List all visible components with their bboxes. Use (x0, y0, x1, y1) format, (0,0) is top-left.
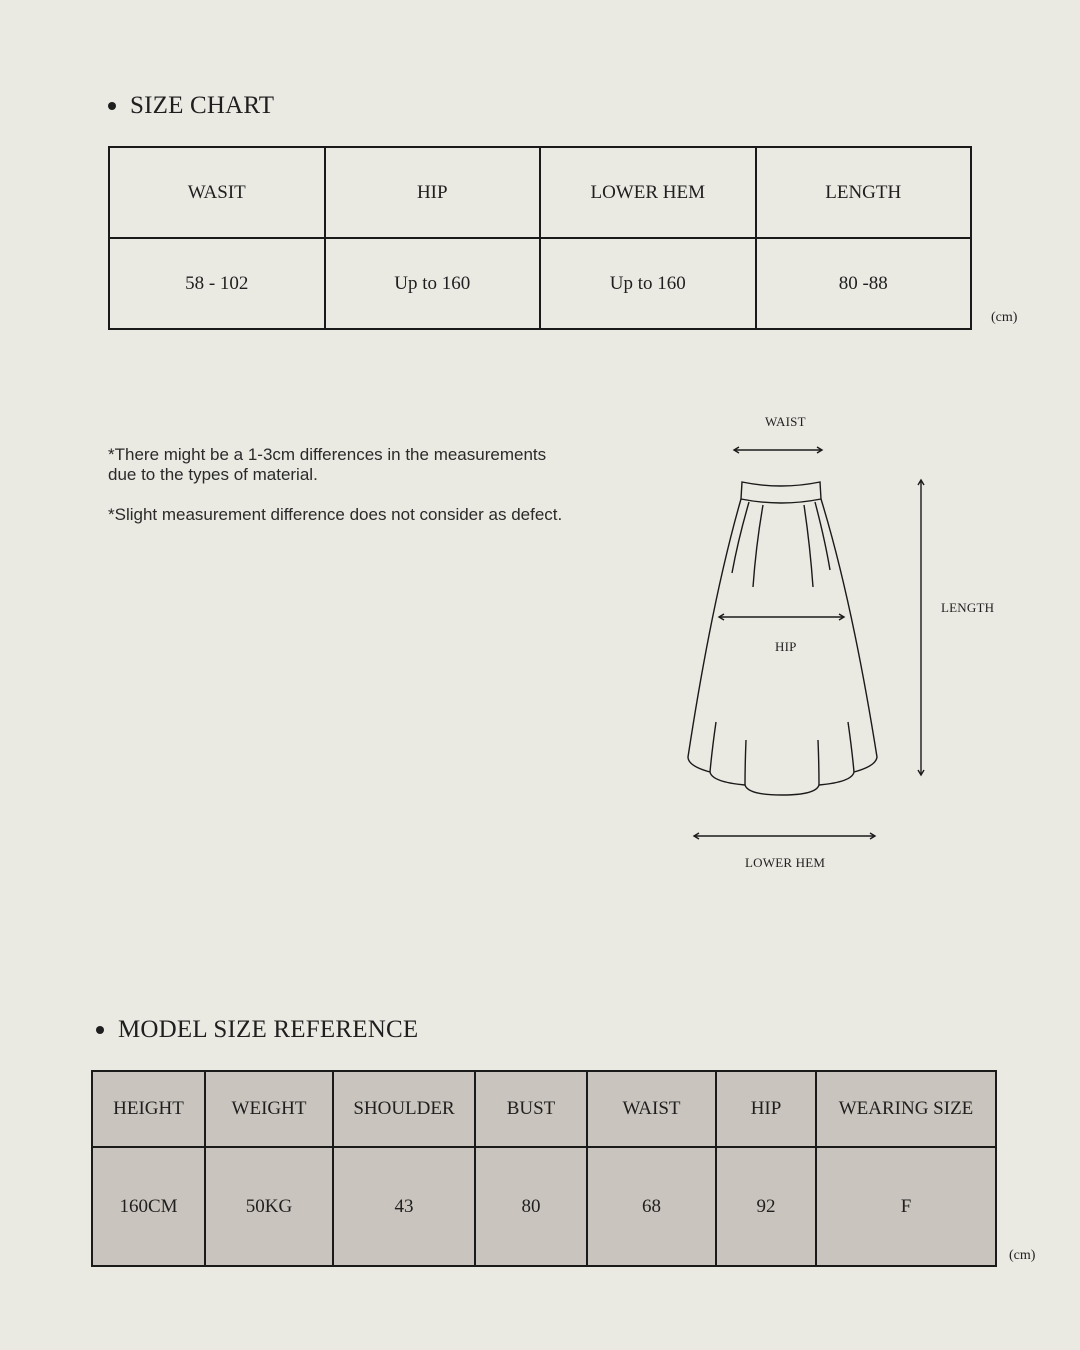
size-header-cell: HIP (325, 147, 541, 238)
size-value-cell: 58 - 102 (109, 238, 325, 329)
waist-arrow (734, 447, 822, 453)
model-value-cell: 43 (333, 1147, 475, 1266)
length-label: LENGTH (941, 600, 995, 615)
lower-hem-label: LOWER HEM (745, 855, 826, 870)
hem-fold-line (745, 740, 746, 785)
model-header-cell: HEIGHT (92, 1071, 205, 1147)
model-value-cell: 50KG (205, 1147, 333, 1266)
model-header-cell: WEARING SIZE (816, 1071, 996, 1147)
hem-fold-line (710, 722, 716, 772)
size-value-cell: Up to 160 (540, 238, 756, 329)
model-size-title (96, 1016, 418, 1044)
size-value-cell: 80 -88 (756, 238, 972, 329)
size-header-cell: WASIT (109, 147, 325, 238)
note-material-difference: *There might be a 1-3cm differences in the measurements due to the types of material. (108, 445, 547, 484)
waist-label: WAIST (765, 414, 806, 429)
model-size-unit: (cm) (1009, 1248, 1036, 1263)
model-size-value-row (92, 1147, 996, 1266)
lower-hem-arrow (694, 833, 875, 839)
model-size-title-text: MODEL SIZE REFERENCE (118, 1016, 419, 1043)
pleat-line (753, 505, 763, 587)
model-header-cell: BUST (475, 1071, 587, 1147)
model-size-header-row (92, 1071, 996, 1147)
pleat-line (804, 505, 813, 587)
model-value-cell: 92 (716, 1147, 816, 1266)
pleat-line (815, 502, 830, 570)
model-value-cell: F (816, 1147, 996, 1266)
size-chart-title-text: SIZE CHART (130, 92, 275, 119)
note-not-defect: *Slight measurement difference does not consider as defect. (108, 505, 563, 524)
model-size-table (91, 1070, 997, 1267)
model-value-cell: 160CM (92, 1147, 205, 1266)
hem-fold-line (818, 740, 819, 785)
model-header-cell: SHOULDER (333, 1071, 475, 1147)
size-value-cell: Up to 160 (325, 238, 541, 329)
hip-label: HIP (775, 639, 797, 654)
waistband-shape (741, 482, 821, 503)
model-header-cell: HIP (716, 1071, 816, 1147)
model-header-cell: WAIST (587, 1071, 716, 1147)
model-value-cell: 68 (587, 1147, 716, 1266)
size-header-cell: LOWER HEM (540, 147, 756, 238)
model-header-cell: WEIGHT (205, 1071, 333, 1147)
hip-arrow (719, 614, 844, 620)
length-arrow (918, 480, 924, 775)
size-chart-unit: (cm) (991, 310, 1018, 325)
bullet-icon (96, 1026, 104, 1034)
size-header-cell: LENGTH (756, 147, 972, 238)
hem-fold-line (848, 722, 854, 772)
model-value-cell: 80 (475, 1147, 587, 1266)
pleat-line (732, 502, 749, 573)
